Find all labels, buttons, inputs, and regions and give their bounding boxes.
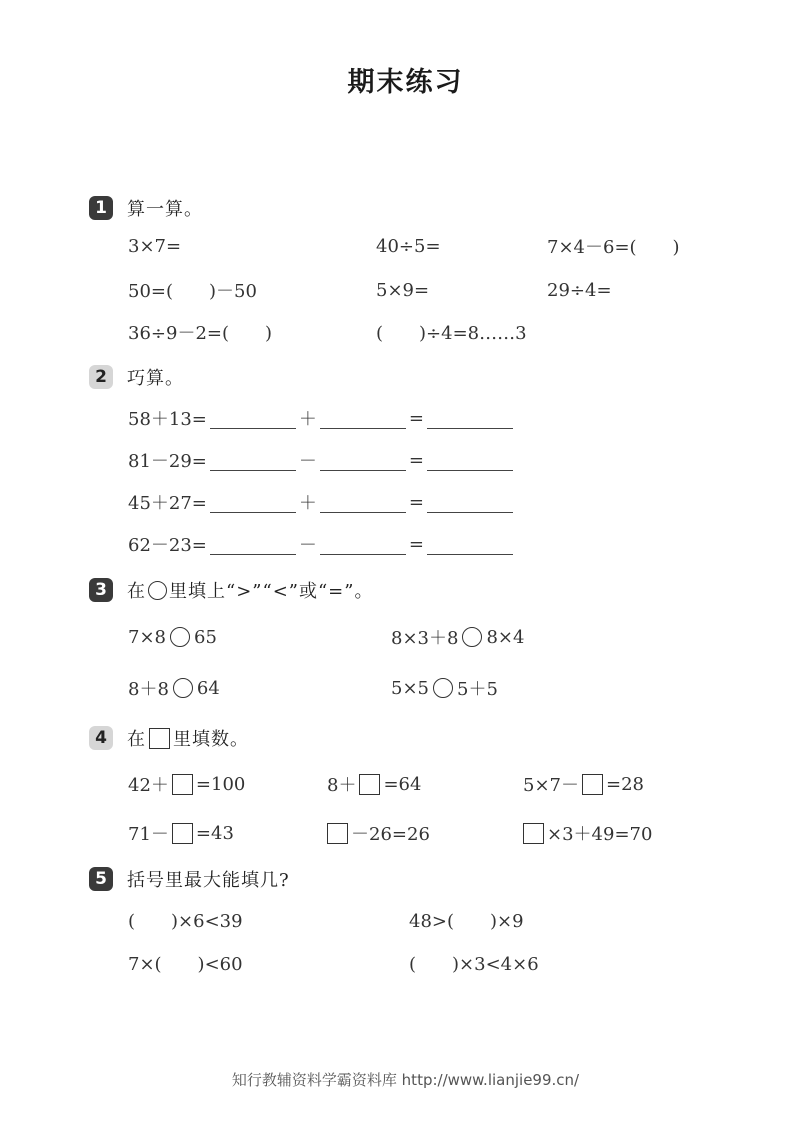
title-text: 里填上“>”“<”或“=”。 [169,581,374,602]
answer-blank[interactable] [320,450,406,471]
expression-before: 8＋ [327,775,357,796]
left-expression: 7×8 [128,626,166,648]
section-title [127,725,249,751]
max-fill-item: ( )×3<4×6 [409,954,539,975]
compare-circle[interactable] [170,627,190,647]
answer-blank[interactable] [210,408,296,429]
expression-after: =64 [383,773,422,795]
fill-box-item [523,820,652,846]
operator: ＋ [298,493,317,514]
exercise-item: ( )÷4=8……3 [376,323,527,344]
answer-blank[interactable] [427,534,513,555]
expression: 45＋27= [128,493,207,514]
answer-blank[interactable] [427,408,513,429]
expression-before: 5×7－ [523,775,579,796]
answer-blank[interactable] [210,492,296,513]
exercise-item: 50=( )－50 [128,281,257,302]
fill-box-item [523,771,644,797]
equals-sign: = [408,491,424,513]
compare-circle[interactable] [462,627,482,647]
answer-blank[interactable] [210,534,296,555]
exercise-item: 36÷9－2=( ) [128,323,273,344]
expression-after: =43 [195,822,234,844]
fill-box-item [128,820,234,846]
expression: 58＋13= [128,409,207,430]
expression-after: =28 [606,773,644,795]
compare-circle[interactable] [173,678,193,698]
right-expression: 5＋5 [457,679,498,700]
compare-item [391,624,524,650]
expression: 81－29= [128,451,207,472]
answer-blank[interactable] [427,492,513,513]
answer-box[interactable] [523,823,544,844]
mental-math-row [128,531,516,557]
answer-box[interactable] [172,774,193,795]
right-expression: 65 [194,626,217,648]
section-title: 巧算。 [127,368,184,389]
answer-blank[interactable] [320,534,406,555]
circle-icon [148,581,167,600]
exercise-item: 29÷4= [547,279,612,301]
answer-blank[interactable] [320,492,406,513]
title-text: 在 [127,581,146,602]
max-fill-item: 7×( )<60 [128,954,243,975]
right-expression: 8×4 [486,626,525,648]
exercise-item: 5×9= [376,279,430,301]
section-number-badge: 2 [89,365,113,389]
compare-item [128,624,217,650]
answer-box[interactable] [172,823,193,844]
section-number-badge: 4 [89,726,113,750]
answer-box[interactable] [359,774,380,795]
section-title: 括号里最大能填几? [127,870,290,891]
max-fill-item: 48>( )×9 [409,911,524,932]
answer-blank[interactable] [210,450,296,471]
left-expression: 8×3＋8 [391,628,459,649]
expression-after: ×3＋49=70 [547,824,653,845]
answer-blank[interactable] [320,408,406,429]
mental-math-row [128,489,516,515]
expression-after: =100 [195,773,246,795]
expression-after: －26=26 [351,824,430,845]
operator: － [298,451,317,472]
section-4-header [89,725,249,751]
section-2-header [89,364,184,390]
fill-box-item [327,771,421,797]
fill-box-item [327,820,430,846]
exercise-item: 7×4－6=( ) [547,237,680,258]
section-number-badge: 1 [89,196,113,220]
equals-sign: = [408,533,424,555]
operator: － [298,535,317,556]
expression-before: 71－ [128,824,169,845]
section-title: 算一算。 [127,199,203,220]
answer-blank[interactable] [427,450,513,471]
expression-before: 42＋ [128,775,169,796]
operator: ＋ [298,409,317,430]
mental-math-row [128,405,516,431]
fill-box-item [128,771,245,797]
section-3-header [89,577,373,603]
left-expression: 8＋8 [128,679,169,700]
expression: 62－23= [128,535,207,556]
exercise-item: 3×7= [128,235,182,257]
footer-watermark: 知行教辅资料学霸资料库 http://www.lianjie99.cn/ [231,1071,580,1089]
compare-item [128,675,220,701]
title-text: 里填数。 [173,729,249,750]
section-1-header [89,195,203,221]
section-5-header [89,866,290,892]
equals-sign: = [408,449,424,471]
mental-math-row [128,447,516,473]
compare-item [391,675,498,701]
right-expression: 64 [196,677,220,699]
page-title: 期末练习 [347,67,464,98]
max-fill-item: ( )×6<39 [128,911,243,932]
section-number-badge: 3 [89,578,113,602]
title-text: 在 [127,729,146,750]
square-box-icon [149,728,170,749]
answer-box[interactable] [582,774,603,795]
equals-sign: = [408,407,424,429]
answer-box[interactable] [327,823,348,844]
exercise-item: 40÷5= [376,235,441,257]
left-expression: 5×5 [391,677,429,699]
compare-circle[interactable] [433,678,453,698]
section-title [127,577,373,603]
section-number-badge: 5 [89,867,113,891]
